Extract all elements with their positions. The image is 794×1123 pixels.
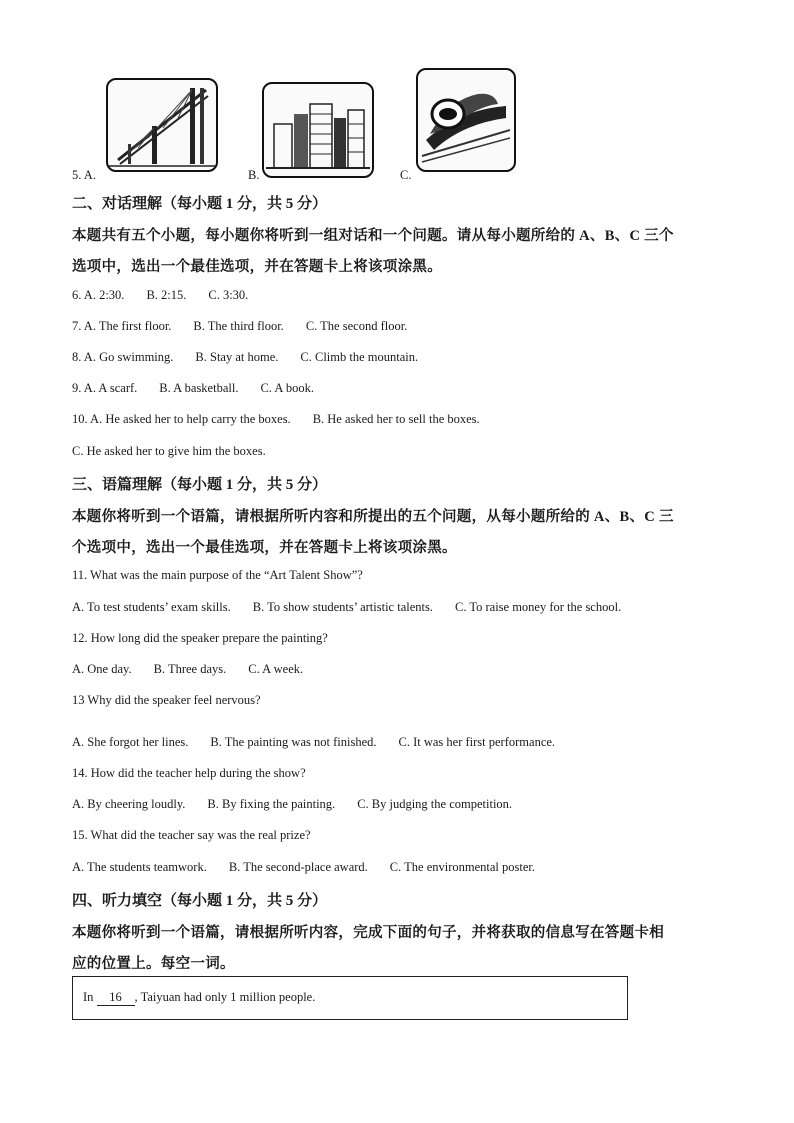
q10-option-c: C. He asked her to give him the boxes. [72,444,266,458]
question-11: 11. What was the main purpose of the “Art Talent Show”? [72,568,363,582]
q15-option-c: C. The environmental poster. [389,860,536,874]
q5-label-c: C. [400,168,412,182]
q10-option-b: B. He asked her to sell the boxes. [312,412,480,426]
section2-instruction-line2: 选项中，选出一个最佳选项，并在答题卡上将该项涂黑。 [72,259,442,275]
high-speed-train-icon [418,70,514,170]
question-12: 12. How long did the speaker prepare the painting? [72,631,328,645]
question-9 [72,381,336,396]
q8-option-b: B. Stay at home. [195,350,279,364]
q11-option-a: A. To test students’ exam skills. [72,600,231,614]
q6-option-b: B. 2:15. [146,288,187,302]
q13-options [72,735,577,750]
q7-option-a: 7. A. The first floor. [72,319,172,333]
q11-options [72,600,643,615]
question-14: 14. How did the teacher help during the show? [72,766,306,780]
fill-in-box [72,976,628,1020]
section2-instruction-line1: 本题共有五个小题，每小题你将听到一组对话和一个问题。请从每小题所给的 A、B、C 三个 [72,228,674,244]
city-buildings-icon [264,84,372,176]
q11-option-c: C. To raise money for the school. [454,600,622,614]
bridge-icon [108,80,216,170]
q9-option-b: B. A basketball. [159,381,239,395]
fill-suffix: , Taiyuan had only 1 million people. [134,990,316,1004]
question-6 [72,288,270,303]
fill-prefix: In [83,990,94,1004]
picture-option-a [106,78,218,172]
q15-option-b: B. The second-place award. [228,860,368,874]
q13-option-c: C. It was her first performance. [398,735,556,749]
fill-sentence-16 [83,990,315,1006]
q7-option-b: B. The third floor. [193,319,284,333]
q14-option-b: B. By fixing the painting. [207,797,336,811]
q12-option-b: B. Three days. [153,662,227,676]
q6-option-c: C. 3:30. [208,288,249,302]
section3-instruction-line1: 本题你将听到一个语篇，请根据所听内容和所提出的五个问题，从每小题所给的 A、B、C 三 [72,509,674,525]
question-13: 13 Why did the speaker feel nervous? [72,693,261,707]
q14-option-c: C. By judging the competition. [357,797,513,811]
question-7 [72,319,429,334]
q12-option-c: C. A week. [248,662,304,676]
q13-option-b: B. The painting was not finished. [210,735,377,749]
section2-heading: 二、对话理解（每小题 1 分，共 5 分） [72,196,328,212]
q15-options [72,860,557,875]
q6-option-a: 6. A. 2:30. [72,288,125,302]
q12-option-a: A. One day. [72,662,132,676]
q9-option-c: C. A book. [260,381,314,395]
q13-option-a: A. She forgot her lines. [72,735,189,749]
q5-label-b: B. [248,168,260,182]
q8-option-c: C. Climb the mountain. [300,350,419,364]
question-15: 15. What did the teacher say was the real prize? [72,828,311,842]
picture-option-b [262,82,374,178]
question-10 [72,412,502,427]
section4-instruction-line1: 本题你将听到一个语篇，请根据所听内容，完成下面的句子，并将获取的信息写在答题卡相 [72,925,664,941]
blank-16[interactable]: 16 [97,990,135,1006]
section3-instruction-line2: 个选项中，选出一个最佳选项，并在答题卡上将该项涂黑。 [72,540,457,556]
q15-option-a: A. The students teamwork. [72,860,207,874]
q8-option-a: 8. A. Go swimming. [72,350,174,364]
q7-option-c: C. The second floor. [305,319,408,333]
question-8 [72,350,440,365]
q14-options [72,797,534,812]
q11-option-b: B. To show students’ artistic talents. [252,600,433,614]
q12-options [72,662,325,677]
section3-heading: 三、语篇理解（每小题 1 分，共 5 分） [72,477,328,493]
section4-instruction-line2: 应的位置上。每空一词。 [72,956,235,972]
picture-option-c [416,68,516,172]
q14-option-a: A. By cheering loudly. [72,797,186,811]
q10-option-a: 10. A. He asked her to help carry the boxes. [72,412,291,426]
section4-heading: 四、听力填空（每小题 1 分，共 5 分） [72,893,328,909]
q9-option-a: 9. A. A scarf. [72,381,138,395]
q5-label-a: 5. A. [72,168,96,182]
